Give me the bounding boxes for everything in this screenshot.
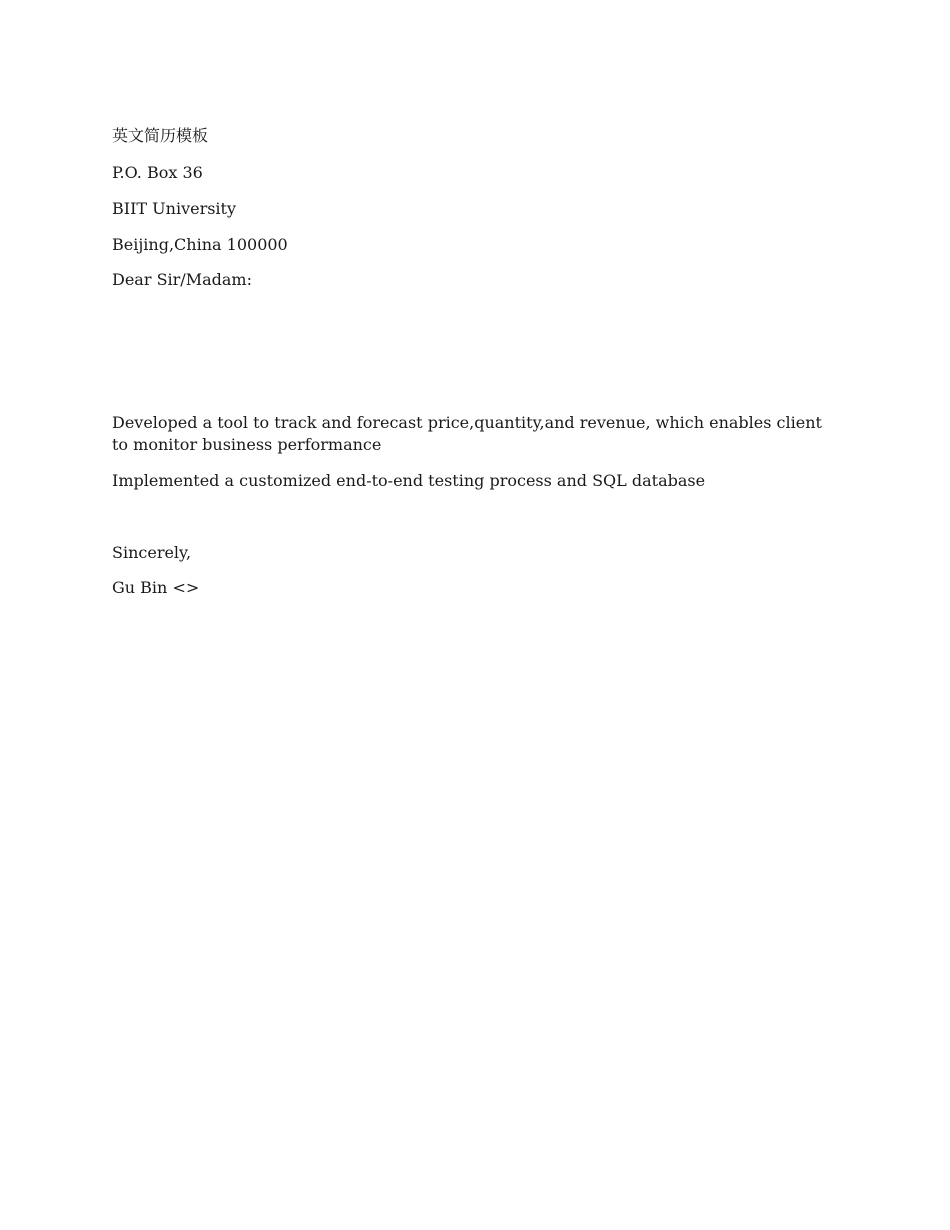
document-title: 英文简历模板 (112, 126, 209, 145)
signature: Gu Bin <> (112, 578, 200, 597)
closing: Sincerely, (112, 543, 192, 562)
address-line-3: Beijing,China 100000 (112, 235, 288, 254)
body-paragraph-2: Implemented a customized end-to-end testing process and SQL database (112, 471, 706, 490)
address-line-2: BIIT University (112, 199, 237, 218)
address-line-1: P.O. Box 36 (112, 163, 203, 182)
salutation: Dear Sir/Madam: (112, 270, 252, 289)
body-paragraph-1: Developed a tool to track and forecast price,quantity,and revenue, which enables client to monitor business performance (112, 413, 822, 454)
